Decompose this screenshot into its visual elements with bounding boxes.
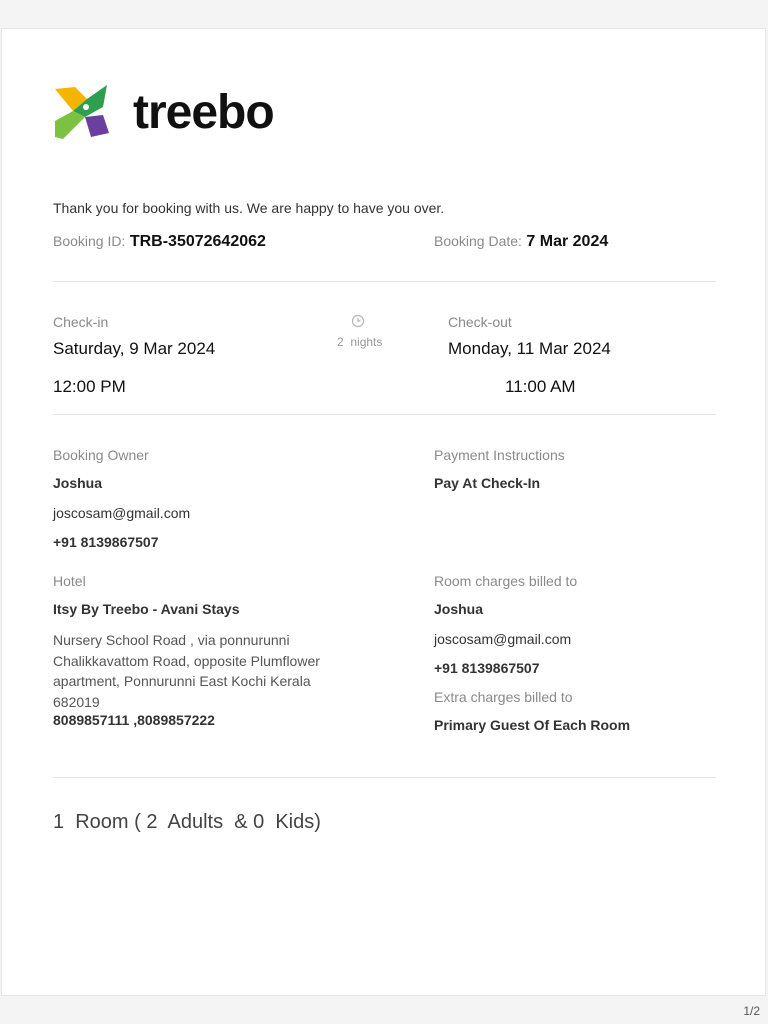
booking-id — [53, 233, 266, 251]
nights-number: 2 — [337, 335, 344, 349]
booking-owner-phone: +91 8139867507 — [53, 534, 159, 550]
checkin-time: 12:00 PM — [53, 377, 126, 396]
nights-label: nights — [350, 335, 383, 349]
treebo-logo — [53, 85, 303, 145]
brand-name: treebo — [133, 86, 274, 139]
checkin-date: Saturday, 9 Mar 2024 — [53, 339, 216, 358]
room-charges-email: joscosam@gmail.com — [434, 631, 572, 647]
payment-instructions-label: Payment Instructions — [434, 447, 565, 463]
nights-count — [337, 335, 382, 349]
checkout-time: 11:00 AM — [505, 377, 576, 396]
booking-owner-label: Booking Owner — [53, 447, 149, 463]
hotel-address: Nursery School Road , via ponnurunni Chalikkavattom Road, opposite Plumflower apartment, Ponnurunni East Kochi Kerala 682019 — [53, 632, 320, 710]
page-number: 1/2 — [743, 1004, 760, 1018]
booking-date-value: 7 Mar 2024 — [526, 233, 609, 250]
document-page — [1, 28, 766, 996]
booking-date — [434, 233, 608, 251]
checkin-label: Check-in — [53, 314, 109, 330]
booking-date-label: Booking Date: — [434, 233, 522, 249]
intro-text: Thank you for booking with us. We are happy to have you over. — [53, 200, 445, 216]
booking-id-value: TRB-35072642062 — [129, 233, 266, 250]
checkout-label: Check-out — [448, 314, 512, 330]
room-charges-phone: +91 8139867507 — [434, 660, 540, 676]
clock-icon — [351, 314, 365, 328]
hotel-name: Itsy By Treebo - Avani Stays — [53, 601, 240, 617]
hotel-label: Hotel — [53, 573, 86, 589]
extra-charges-value: Primary Guest Of Each Room — [434, 717, 631, 733]
checkout-date: Monday, 11 Mar 2024 — [448, 339, 611, 358]
logo-mark-icon — [53, 85, 111, 143]
payment-instructions-value: Pay At Check-In — [434, 475, 541, 491]
booking-id-label: Booking ID: — [53, 233, 126, 249]
divider — [53, 777, 716, 778]
room-charges-label: Room charges billed to — [434, 573, 578, 589]
hotel-phones: 8089857111 ,8089857222 — [53, 712, 215, 728]
booking-owner-email: joscosam@gmail.com — [53, 505, 191, 521]
extra-charges-label: Extra charges billed to — [434, 689, 573, 705]
booking-owner-name: Joshua — [53, 475, 103, 491]
room-charges-name: Joshua — [434, 601, 484, 617]
divider — [53, 414, 716, 415]
rooms-summary: 1 Room ( 2 Adults & 0 Kids) — [53, 811, 321, 833]
divider — [53, 281, 716, 282]
